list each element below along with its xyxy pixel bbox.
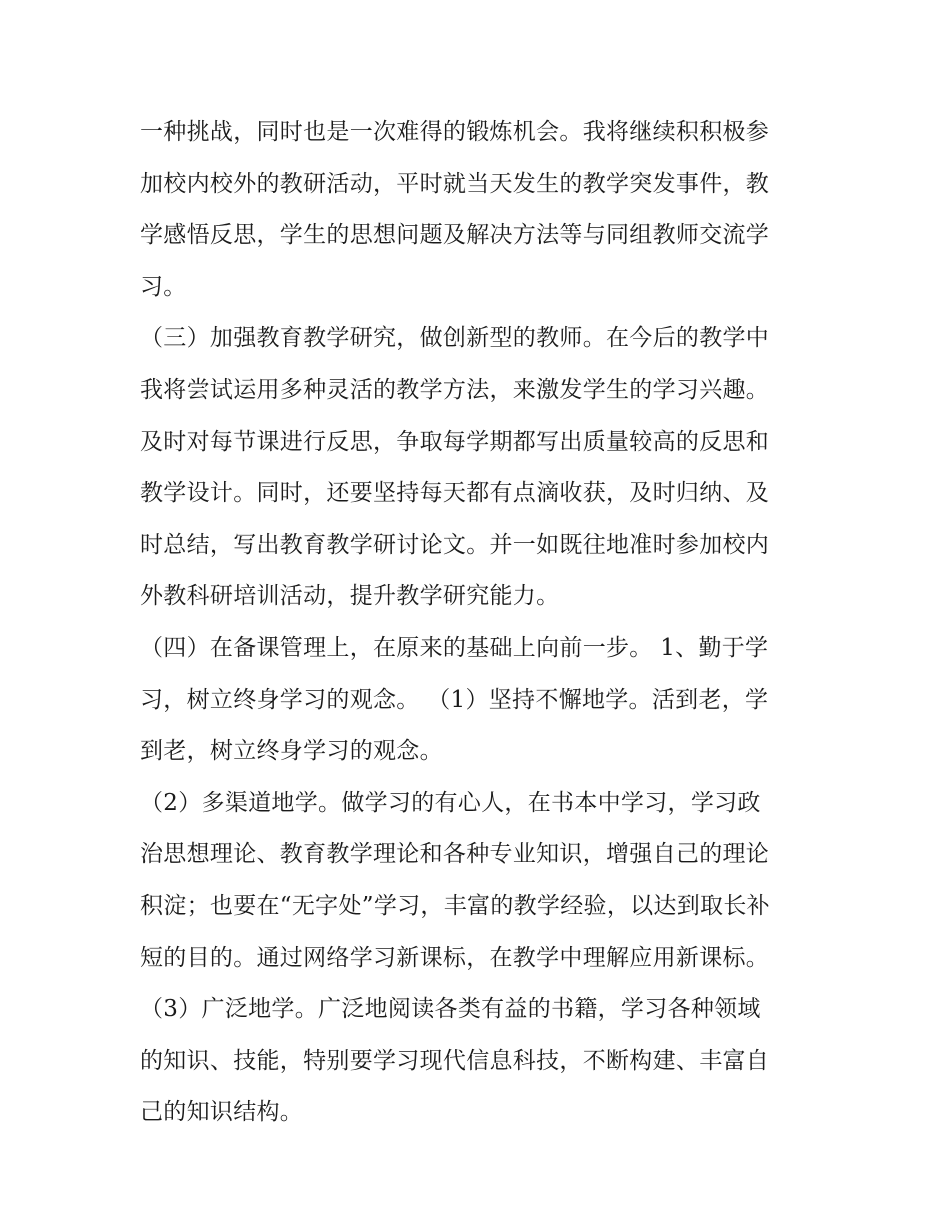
text-line: 到老，树立终身学习的观念。: [140, 738, 443, 765]
text-line: 外教科研培训活动，提升教学研究能力。: [140, 583, 560, 610]
text-line: 加校内校外的教研活动，平时就当天发生的教学突发事件，教: [140, 170, 770, 197]
section-heading-line: （三）加强教育教学研究，做创新型的教师。在今后的教学中: [140, 325, 770, 352]
text-line: 的知识、技能，特别要学习现代信息科技，不断构建、丰富自: [140, 1047, 770, 1074]
section-heading-line: （四）在备课管理上，在原来的基础上向前一步。 1、勤于学: [140, 634, 769, 661]
text-line: 我将尝试运用多种灵活的教学方法，来激发学生的学习兴趣。: [140, 376, 770, 403]
text-line: 学感悟反思，学生的思想问题及解决方法等与同组教师交流学: [140, 222, 770, 249]
text-line: 及时对每节课进行反思，争取每学期都写出质量较高的反思和: [140, 428, 770, 455]
document-body: [140, 107, 815, 1139]
list-item-line: （2）多渠道地学。做学习的有心人，在书本中学习，学习政: [140, 789, 761, 816]
list-item-line: （3）广泛地学。广泛地阅读各类有益的书籍，学习各种领域: [140, 996, 761, 1023]
text-line: 一种挑战，同时也是一次难得的锻炼机会。我将继续积积极参: [140, 119, 770, 145]
text-line: 短的目的。通过网络学习新课标，在教学中理解应用新课标。: [140, 944, 770, 971]
text-line: 积淀；也要在“无字处”学习，丰富的教学经验，以达到取长补: [140, 892, 770, 919]
text-line: 己的知识结构。: [140, 1099, 304, 1126]
text-line: 时总结，写出教育教学研讨论文。并一如既往地准时参加校内: [140, 531, 770, 558]
text-line: 习。: [140, 273, 187, 300]
text-line: 治思想理论、教育教学理论和各种专业知识，增强自己的理论: [140, 841, 770, 868]
text-line: 教学设计。同时，还要坚持每天都有点滴收获，及时归纳、及: [140, 480, 770, 507]
text-line: 习，树立终身学习的观念。 （1）坚持不懈地学。活到老，学: [140, 686, 769, 713]
